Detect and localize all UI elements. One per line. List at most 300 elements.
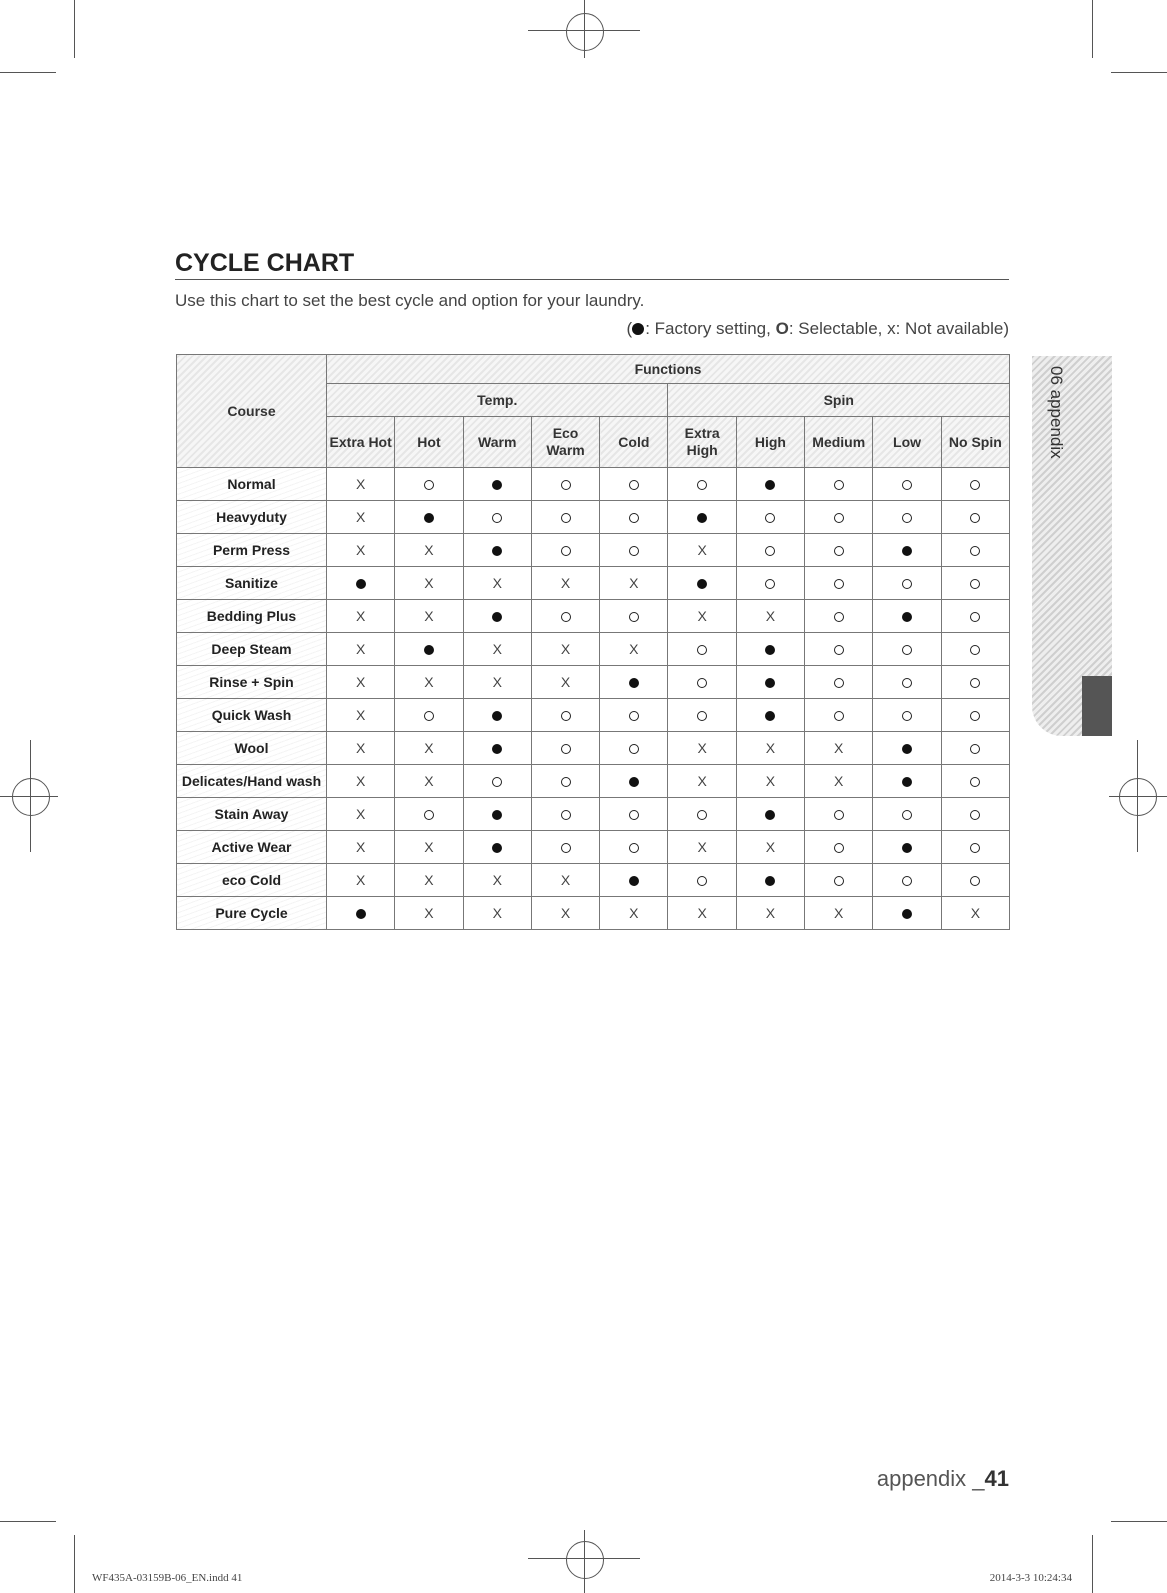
- open-circle-icon: [697, 711, 707, 721]
- option-cell: [805, 567, 873, 600]
- option-cell: [531, 666, 599, 699]
- registration-line: [584, 1530, 585, 1593]
- registration-mark-top: [566, 13, 604, 51]
- filled-circle-icon: [629, 876, 639, 886]
- temp-column-header: Extra Hot: [327, 417, 395, 468]
- not-available-mark: X: [424, 674, 434, 690]
- open-circle-icon: [424, 711, 434, 721]
- crop-mark: [74, 0, 75, 58]
- legend-selectable-text: : Selectable, x: Not available): [788, 319, 1009, 338]
- option-cell: [941, 732, 1009, 765]
- open-circle-icon: [970, 678, 980, 688]
- open-circle-icon: [697, 480, 707, 490]
- open-circle-icon: [970, 843, 980, 853]
- side-tab-marker: [1082, 676, 1112, 736]
- print-slug-file: WF435A-03159B-06_EN.indd 41: [92, 1572, 243, 1584]
- option-cell: [941, 468, 1009, 501]
- option-cell: [873, 534, 941, 567]
- open-circle-icon: [902, 711, 912, 721]
- not-available-mark: X: [355, 707, 366, 723]
- option-cell: [873, 765, 941, 798]
- option-cell: [736, 600, 804, 633]
- option-cell: [805, 600, 873, 633]
- option-cell: [805, 897, 873, 930]
- option-cell: [941, 600, 1009, 633]
- option-cell: [736, 864, 804, 897]
- filled-circle-icon: [765, 876, 775, 886]
- open-circle-icon: [970, 645, 980, 655]
- option-cell: [873, 600, 941, 633]
- option-cell: [600, 600, 668, 633]
- open-circle-icon: [834, 843, 844, 853]
- temp-column-header: Eco Warm: [531, 417, 599, 468]
- open-circle-icon: [629, 546, 639, 556]
- option-cell: [395, 633, 463, 666]
- course-name: Delicates/Hand wash: [177, 765, 327, 798]
- filled-circle-icon: [902, 546, 912, 556]
- not-available-mark: X: [355, 839, 366, 855]
- option-cell: [941, 699, 1009, 732]
- open-circle-icon: [561, 546, 571, 556]
- registration-mark-right: [1119, 778, 1157, 816]
- not-available-mark: X: [765, 839, 776, 855]
- option-cell: [873, 798, 941, 831]
- option-cell: [668, 534, 736, 567]
- option-cell: [327, 633, 395, 666]
- table-row: [177, 897, 1010, 930]
- option-cell: [805, 501, 873, 534]
- open-circle-icon: [902, 810, 912, 820]
- option-cell: [941, 798, 1009, 831]
- filled-circle-icon: [902, 744, 912, 754]
- option-cell: [463, 864, 531, 897]
- not-available-mark: X: [424, 575, 434, 591]
- open-circle-icon: [765, 513, 775, 523]
- option-cell: [736, 567, 804, 600]
- option-cell: [805, 666, 873, 699]
- course-name: Perm Press: [177, 534, 327, 567]
- option-cell: [941, 666, 1009, 699]
- option-cell: [531, 732, 599, 765]
- open-circle-icon: [697, 645, 707, 655]
- open-circle-icon: [697, 678, 707, 688]
- option-cell: [463, 897, 531, 930]
- not-available-mark: X: [355, 773, 366, 789]
- option-cell: [873, 666, 941, 699]
- not-available-mark: X: [834, 740, 844, 756]
- filled-circle-icon: [492, 810, 502, 820]
- open-circle-icon: [629, 711, 639, 721]
- open-circle-icon: [834, 513, 844, 523]
- not-available-mark: X: [355, 641, 366, 657]
- temp-column-header: Warm: [463, 417, 531, 468]
- course-name: Normal: [177, 468, 327, 501]
- table-row: [177, 501, 1010, 534]
- not-available-mark: X: [697, 905, 707, 921]
- option-cell: [463, 765, 531, 798]
- option-cell: [668, 897, 736, 930]
- option-cell: [531, 534, 599, 567]
- filled-circle-icon: [902, 843, 912, 853]
- option-cell: [327, 897, 395, 930]
- option-cell: [600, 699, 668, 732]
- option-cell: [395, 600, 463, 633]
- filled-circle-icon: [492, 843, 502, 853]
- open-circle-icon: [970, 513, 980, 523]
- not-available-mark: X: [424, 905, 434, 921]
- option-cell: [531, 765, 599, 798]
- legend-factory-text: : Factory setting,: [645, 319, 776, 338]
- not-available-mark: X: [355, 509, 366, 525]
- not-available-mark: X: [355, 542, 366, 558]
- option-cell: [327, 864, 395, 897]
- crop-mark: [1111, 1521, 1167, 1522]
- spin-group-header: Spin: [668, 384, 1010, 417]
- open-circle-icon: [561, 744, 571, 754]
- table-row: [177, 534, 1010, 567]
- filled-circle-icon: [632, 323, 644, 335]
- open-circle-icon: [561, 777, 571, 787]
- course-name: Bedding Plus: [177, 600, 327, 633]
- open-circle-icon: [970, 876, 980, 886]
- open-circle-icon: [765, 546, 775, 556]
- option-cell: [600, 534, 668, 567]
- table-row: [177, 765, 1010, 798]
- course-column-header: Course: [177, 355, 327, 468]
- filled-circle-icon: [492, 744, 502, 754]
- option-cell: [805, 699, 873, 732]
- not-available-mark: X: [697, 740, 707, 756]
- option-cell: [327, 831, 395, 864]
- not-available-mark: X: [765, 608, 776, 624]
- option-cell: [395, 699, 463, 732]
- not-available-mark: X: [424, 542, 434, 558]
- table-row: [177, 666, 1010, 699]
- filled-circle-icon: [765, 678, 775, 688]
- registration-line: [0, 796, 58, 797]
- option-cell: [736, 501, 804, 534]
- option-cell: [941, 534, 1009, 567]
- open-circle-icon: [629, 480, 639, 490]
- filled-circle-icon: [902, 777, 912, 787]
- open-circle-icon: [629, 612, 639, 622]
- option-cell: [463, 732, 531, 765]
- option-cell: [600, 831, 668, 864]
- spin-column-header: Medium: [805, 417, 873, 468]
- option-cell: [600, 864, 668, 897]
- open-circle-icon: [834, 612, 844, 622]
- option-cell: [736, 666, 804, 699]
- not-available-mark: X: [697, 542, 707, 558]
- legend-selectable-mark: O: [775, 319, 789, 338]
- open-circle-icon: [492, 777, 502, 787]
- filled-circle-icon: [902, 909, 912, 919]
- open-circle-icon: [561, 480, 571, 490]
- filled-circle-icon: [902, 612, 912, 622]
- option-cell: [873, 864, 941, 897]
- open-circle-icon: [561, 810, 571, 820]
- option-cell: [395, 666, 463, 699]
- not-available-mark: X: [834, 773, 844, 789]
- option-cell: [463, 468, 531, 501]
- table-row: [177, 798, 1010, 831]
- option-cell: [600, 567, 668, 600]
- option-cell: [873, 732, 941, 765]
- not-available-mark: X: [355, 608, 366, 624]
- option-cell: [668, 501, 736, 534]
- not-available-mark: X: [560, 641, 571, 657]
- course-name: Pure Cycle: [177, 897, 327, 930]
- option-cell: [736, 765, 804, 798]
- option-cell: [327, 699, 395, 732]
- registration-line: [30, 740, 31, 852]
- registration-line: [1137, 740, 1138, 852]
- functions-header: Functions: [327, 355, 1010, 384]
- option-cell: [736, 798, 804, 831]
- print-slug-date: 2014-3-3 10:24:34: [989, 1572, 1072, 1584]
- crop-mark: [74, 1535, 75, 1593]
- option-cell: [805, 732, 873, 765]
- temp-column-header: Cold: [600, 417, 668, 468]
- not-available-mark: X: [492, 674, 502, 690]
- filled-circle-icon: [492, 546, 502, 556]
- not-available-mark: X: [424, 839, 434, 855]
- crop-mark: [0, 72, 56, 73]
- open-circle-icon: [834, 546, 844, 556]
- open-circle-icon: [561, 711, 571, 721]
- filled-circle-icon: [424, 513, 434, 523]
- open-circle-icon: [902, 876, 912, 886]
- not-available-mark: X: [355, 476, 366, 492]
- option-cell: [600, 633, 668, 666]
- not-available-mark: X: [697, 773, 707, 789]
- not-available-mark: X: [492, 905, 502, 921]
- page-label: appendix _: [876, 1466, 985, 1491]
- option-cell: [463, 666, 531, 699]
- option-cell: [531, 633, 599, 666]
- open-circle-icon: [834, 711, 844, 721]
- not-available-mark: X: [560, 872, 571, 888]
- crop-mark: [0, 1521, 56, 1522]
- page-subtitle: Use this chart to set the best cycle and option for your laundry.: [175, 291, 645, 310]
- option-cell: [395, 567, 463, 600]
- option-cell: [531, 600, 599, 633]
- option-cell: [941, 831, 1009, 864]
- filled-circle-icon: [765, 645, 775, 655]
- not-available-mark: X: [492, 641, 502, 657]
- open-circle-icon: [970, 711, 980, 721]
- open-circle-icon: [902, 579, 912, 589]
- not-available-mark: X: [697, 608, 707, 624]
- option-cell: [600, 468, 668, 501]
- page-number-value: 41: [984, 1466, 1009, 1491]
- spin-column-header: High: [736, 417, 804, 468]
- not-available-mark: X: [355, 806, 366, 822]
- open-circle-icon: [424, 810, 434, 820]
- option-cell: [327, 732, 395, 765]
- option-cell: [805, 468, 873, 501]
- open-circle-icon: [834, 645, 844, 655]
- option-cell: [668, 699, 736, 732]
- option-cell: [327, 501, 395, 534]
- registration-line: [1109, 796, 1167, 797]
- option-cell: [463, 798, 531, 831]
- option-cell: [873, 567, 941, 600]
- table-row: [177, 600, 1010, 633]
- option-cell: [531, 501, 599, 534]
- open-circle-icon: [492, 513, 502, 523]
- not-available-mark: X: [560, 905, 571, 921]
- course-name: Quick Wash: [177, 699, 327, 732]
- table-row: [177, 699, 1010, 732]
- table-row: [177, 468, 1010, 501]
- option-cell: [395, 468, 463, 501]
- option-cell: [327, 798, 395, 831]
- not-available-mark: X: [970, 905, 981, 921]
- course-name: eco Cold: [177, 864, 327, 897]
- open-circle-icon: [902, 645, 912, 655]
- open-circle-icon: [561, 513, 571, 523]
- spin-column-header: No Spin: [941, 417, 1009, 468]
- registration-mark-bottom: [566, 1541, 604, 1579]
- option-cell: [395, 864, 463, 897]
- open-circle-icon: [834, 579, 844, 589]
- option-cell: [531, 864, 599, 897]
- not-available-mark: X: [355, 872, 366, 888]
- option-cell: [873, 633, 941, 666]
- not-available-mark: X: [355, 740, 366, 756]
- filled-circle-icon: [697, 513, 707, 523]
- option-cell: [941, 864, 1009, 897]
- option-cell: [941, 567, 1009, 600]
- filled-circle-icon: [492, 711, 502, 721]
- open-circle-icon: [629, 843, 639, 853]
- option-cell: [327, 666, 395, 699]
- not-available-mark: X: [765, 773, 776, 789]
- option-cell: [531, 468, 599, 501]
- open-circle-icon: [970, 777, 980, 787]
- page-number: [877, 1466, 1009, 1492]
- open-circle-icon: [629, 810, 639, 820]
- option-cell: [531, 798, 599, 831]
- option-cell: [395, 765, 463, 798]
- open-circle-icon: [902, 513, 912, 523]
- option-cell: [941, 897, 1009, 930]
- option-cell: [668, 732, 736, 765]
- option-cell: [327, 567, 395, 600]
- option-cell: [600, 732, 668, 765]
- open-circle-icon: [834, 876, 844, 886]
- table-row: [177, 567, 1010, 600]
- not-available-mark: X: [765, 905, 776, 921]
- not-available-mark: X: [424, 872, 434, 888]
- option-cell: [668, 798, 736, 831]
- option-cell: [805, 864, 873, 897]
- option-cell: [531, 897, 599, 930]
- option-cell: [600, 765, 668, 798]
- option-cell: [600, 666, 668, 699]
- cycle-chart-table: [176, 354, 1010, 930]
- filled-circle-icon: [492, 480, 502, 490]
- option-cell: [873, 831, 941, 864]
- open-circle-icon: [834, 810, 844, 820]
- option-cell: [805, 633, 873, 666]
- option-cell: [463, 501, 531, 534]
- option-cell: [736, 468, 804, 501]
- option-cell: [736, 633, 804, 666]
- open-circle-icon: [834, 678, 844, 688]
- option-cell: [395, 534, 463, 567]
- option-cell: [873, 699, 941, 732]
- spin-column-header: Low: [873, 417, 941, 468]
- open-circle-icon: [970, 480, 980, 490]
- open-circle-icon: [970, 579, 980, 589]
- open-circle-icon: [697, 876, 707, 886]
- not-available-mark: X: [560, 674, 571, 690]
- open-circle-icon: [970, 546, 980, 556]
- filled-circle-icon: [424, 645, 434, 655]
- option-cell: [736, 831, 804, 864]
- not-available-mark: X: [629, 905, 639, 921]
- option-cell: [463, 633, 531, 666]
- option-cell: [805, 798, 873, 831]
- temp-column-header: Hot: [395, 417, 463, 468]
- option-cell: [395, 798, 463, 831]
- option-cell: [873, 468, 941, 501]
- option-cell: [668, 600, 736, 633]
- open-circle-icon: [834, 480, 844, 490]
- not-available-mark: X: [424, 608, 434, 624]
- option-cell: [463, 534, 531, 567]
- option-cell: [941, 633, 1009, 666]
- not-available-mark: X: [424, 740, 434, 756]
- not-available-mark: X: [697, 839, 707, 855]
- filled-circle-icon: [356, 579, 366, 589]
- temp-group-header: Temp.: [327, 384, 668, 417]
- option-cell: [668, 666, 736, 699]
- option-cell: [805, 831, 873, 864]
- option-cell: [463, 699, 531, 732]
- side-tab-label: 06 appendix: [1047, 366, 1066, 459]
- table-row: [177, 864, 1010, 897]
- not-available-mark: X: [629, 641, 639, 657]
- option-cell: [805, 534, 873, 567]
- filled-circle-icon: [765, 711, 775, 721]
- option-cell: [327, 468, 395, 501]
- filled-circle-icon: [629, 777, 639, 787]
- option-cell: [873, 501, 941, 534]
- crop-mark: [1111, 72, 1167, 73]
- symbol-legend: [627, 319, 1009, 339]
- course-name: Active Wear: [177, 831, 327, 864]
- not-available-mark: X: [629, 575, 639, 591]
- course-name: Deep Steam: [177, 633, 327, 666]
- open-circle-icon: [629, 744, 639, 754]
- option-cell: [327, 534, 395, 567]
- table-row: [177, 633, 1010, 666]
- course-name: Rinse + Spin: [177, 666, 327, 699]
- open-circle-icon: [424, 480, 434, 490]
- option-cell: [463, 831, 531, 864]
- not-available-mark: X: [492, 575, 502, 591]
- option-cell: [736, 534, 804, 567]
- option-cell: [873, 897, 941, 930]
- option-cell: [668, 864, 736, 897]
- option-cell: [736, 699, 804, 732]
- option-cell: [600, 897, 668, 930]
- option-cell: [941, 765, 1009, 798]
- open-circle-icon: [902, 480, 912, 490]
